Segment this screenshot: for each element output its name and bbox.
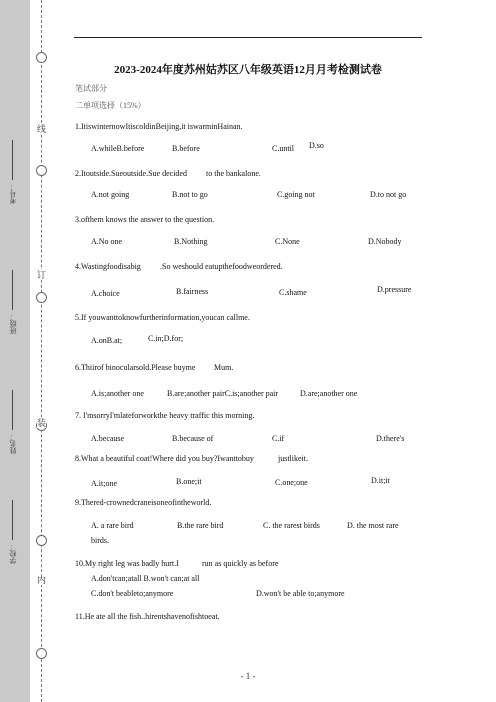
class-field[interactable] [8, 270, 18, 334]
q7-option-a[interactable]: A.because [91, 434, 125, 443]
q7-option-d[interactable]: D.there's [376, 434, 405, 443]
binding-hole-icon [36, 648, 47, 659]
q4-option-c[interactable]: C.shame [279, 288, 307, 297]
q4-option-b[interactable]: B.fairness [176, 287, 209, 296]
page-title: 2023-2024年度苏州姑苏区八年级英语12月月考检测试卷 [114, 64, 382, 76]
exam-number-label: 考号： [9, 183, 17, 204]
question-8: 8.What a beautiful coat!Where did you buy?Iwanttobuy [75, 454, 254, 463]
part-label: 二单项选择（15%） [75, 101, 146, 110]
q8-option-a[interactable]: A.it;one [91, 479, 117, 488]
class-label: 班级： [9, 313, 17, 334]
binding-gutter [0, 0, 30, 702]
question-6-cont: Mum. [214, 363, 234, 372]
q2-option-c[interactable]: C.going not [277, 190, 315, 199]
q10-option-ab[interactable]: A.don'tcan;atall B.won't can;at all [91, 574, 200, 583]
question-10: 10.My right leg was badly hurt.I [75, 559, 179, 568]
q10-option-c[interactable]: C.don't beableto;anymore [91, 589, 174, 598]
q9-option-a[interactable]: A. a rare bird [91, 521, 134, 530]
binding-hole-icon [36, 165, 47, 176]
question-1: 1.ItiswinternowItiscoldinBeijing,it iswarminHainan. [75, 122, 243, 131]
school-blank[interactable] [13, 500, 14, 540]
q9-option-b[interactable]: B.the rare bird [177, 521, 224, 530]
q9-option-d[interactable]: D. the most rare [347, 521, 399, 530]
q3-option-a[interactable]: A.No one [91, 237, 123, 246]
exam-number-field[interactable] [8, 140, 18, 204]
question-10-cont: run as quickly as before [202, 559, 279, 568]
q5-option-ab[interactable]: A.onB.at; [91, 336, 123, 345]
question-2-cont: to the bankalone. [206, 169, 261, 178]
q6-option-bc[interactable]: B.are;another pairC.is;another pair [167, 389, 279, 398]
question-11: 11.He ate all the fish..hirentshavenofishtoeat. [75, 612, 220, 621]
name-label: 姓名： [9, 433, 17, 454]
section-label: 笔试部分 [75, 84, 107, 93]
binding-hole-icon [36, 52, 47, 63]
q6-option-d[interactable]: D.are;another one [300, 389, 358, 398]
q1-option-c[interactable]: C.until [272, 144, 295, 153]
q1-option-a[interactable]: A.whileB.before [91, 144, 145, 153]
question-6: 6.Thiirof binocularsold.Please buyme [75, 363, 196, 372]
q7-option-c[interactable]: C.if [272, 434, 285, 443]
q5-option-cd[interactable]: C.in;D.for; [148, 334, 184, 343]
binding-char-ding: 订 [37, 270, 47, 280]
question-4: 4.Wastingfoodisabig [75, 262, 141, 271]
page-number: - 1 - [240, 671, 256, 681]
q3-option-b[interactable]: B.Nothing [174, 237, 208, 246]
header-rule [74, 37, 422, 38]
q2-option-a[interactable]: A.not going [91, 190, 130, 199]
binding-hole-icon [36, 292, 47, 303]
question-9: 9.Thered-crownedcraneisoneofintheworld. [75, 498, 212, 507]
q1-option-d[interactable]: D.so [309, 141, 324, 150]
q4-option-d[interactable]: D.pressure [377, 285, 412, 294]
q1-option-b[interactable]: B.before [172, 144, 200, 153]
name-field[interactable] [8, 390, 18, 454]
q2-option-b[interactable]: B.not to go [172, 190, 208, 199]
q8-option-d[interactable]: D.it;it [371, 476, 390, 485]
binding-dashed-line [41, 0, 42, 702]
school-label: 学校： [9, 543, 17, 564]
question-8-cont: justlikeit. [278, 454, 308, 463]
q8-option-c[interactable]: C.one;one [275, 478, 308, 487]
q6-option-a[interactable]: A.is;another one [91, 389, 144, 398]
q2-option-d[interactable]: D.to not go [370, 190, 407, 199]
q7-option-b[interactable]: B.because of [172, 434, 214, 443]
class-blank[interactable] [13, 270, 14, 310]
q3-option-c[interactable]: C.None [275, 237, 300, 246]
binding-char-xian: 线 [37, 124, 47, 134]
binding-hole-icon [36, 535, 47, 546]
binding-char-zhuang: 装 [37, 418, 47, 428]
q3-option-d[interactable]: D.Nobody [368, 237, 402, 246]
binding-char-nei: 内 [37, 575, 47, 585]
q9-option-c[interactable]: C. the rarest birds [263, 521, 320, 530]
question-5: 5.If youwanttoknowfurtherinformation,youcan callme. [75, 313, 250, 322]
exam-number-blank[interactable] [13, 140, 14, 180]
q8-option-b[interactable]: B.one;it [176, 477, 202, 486]
question-7: 7. I'msorryI'mlateforworkthe heavy traffic this morning. [75, 411, 255, 420]
q10-option-d[interactable]: D.won't be able to;anymore [256, 589, 345, 598]
question-3: 3.ofthem knows the answer to the question. [75, 215, 215, 224]
name-blank[interactable] [13, 390, 14, 430]
q4-option-a[interactable]: A.choice [91, 289, 120, 298]
question-4-cont: .So weshould eatupthefoodweordered. [160, 262, 283, 271]
q9-option-d-cont: birds. [91, 536, 109, 545]
question-2: 2.Itoutside.Sueoutside.Sue decided [75, 169, 187, 178]
school-field[interactable] [8, 500, 18, 564]
